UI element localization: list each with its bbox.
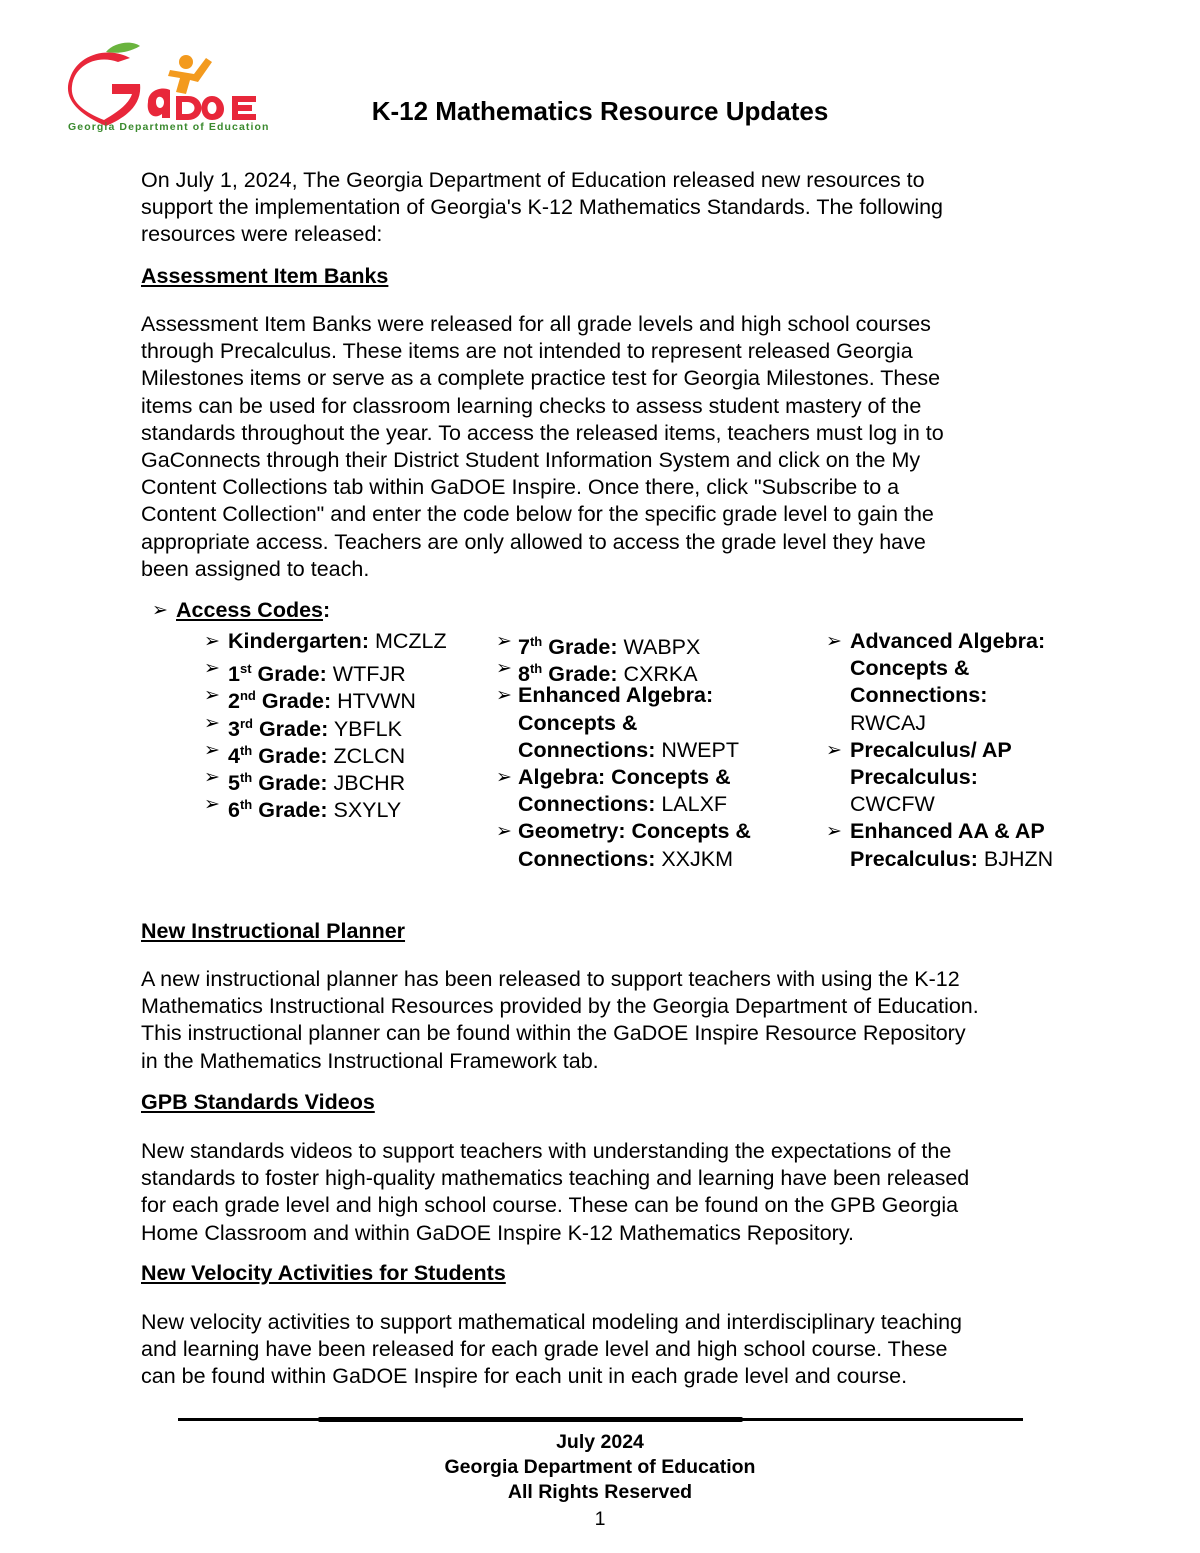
planner-line: A new instructional planner has been released to support teachers with using the K-12 bbox=[141, 967, 960, 991]
course-label: Precalculus: bbox=[850, 846, 978, 871]
assessment-paragraph bbox=[141, 311, 1061, 583]
arrow-bullet-icon: ➢ bbox=[496, 821, 512, 843]
assessment-line: items can be used for classroom learning checks to assess student mastery of the bbox=[141, 393, 922, 418]
assessment-line: Assessment Item Banks were released for all grade levels and high school courses bbox=[141, 312, 931, 336]
course-label: Concepts & bbox=[518, 710, 638, 735]
code-bullet-text bbox=[228, 628, 447, 655]
code-bullet-text bbox=[850, 737, 1012, 819]
gpb-line: Home Classroom and within GaDOE Inspire K-12 Mathematics Repository. bbox=[141, 1220, 854, 1245]
gpb-line: for each grade level and high school course. These can be found on the GPB Georgia bbox=[141, 1193, 959, 1218]
planner-heading: New Instructional Planner bbox=[141, 919, 406, 943]
assessment-line: appropriate access. Teachers are only allowed to access the grade level they have bbox=[141, 529, 926, 554]
grade-label: 8th Grade: bbox=[518, 661, 618, 687]
arrow-bullet-icon: ➢ bbox=[496, 767, 512, 788]
assessment-line: Milestones items or serve as a complete practice test for Georgia Milestones. These bbox=[141, 366, 941, 391]
course-label: Connections: bbox=[518, 737, 656, 762]
intro-line: resources were released: bbox=[141, 222, 383, 247]
assessment-line: been assigned to teach. bbox=[141, 556, 370, 581]
course-label: Enhanced AA & AP bbox=[850, 819, 1045, 844]
planner-line: in the Mathematics Instructional Framework tab. bbox=[141, 1048, 599, 1073]
code-bullet-text bbox=[228, 791, 401, 824]
access-code: CXRKA bbox=[617, 662, 698, 687]
planner-line: Mathematics Instructional Resources provided by the Georgia Department of Education. bbox=[141, 994, 979, 1019]
code-bullet-text bbox=[518, 682, 739, 764]
velocity-line: and learning have been released for each grade level and high school course. These bbox=[141, 1337, 948, 1362]
grade-suffix: nd bbox=[239, 688, 256, 704]
grade-suffix: th bbox=[239, 770, 253, 785]
course-label: Precalculus: bbox=[850, 765, 978, 789]
course-label: Concepts & bbox=[850, 656, 970, 681]
grade-suffix: rd bbox=[239, 715, 253, 731]
code-bullet-text bbox=[518, 764, 731, 818]
course-label: Connections: bbox=[850, 683, 988, 708]
assessment-line: Content Collection" and enter the code below for the specific grade level to gain the bbox=[141, 502, 934, 527]
gpb-line: standards to foster high-quality mathematics teaching and learning have been released bbox=[141, 1166, 970, 1191]
intro-line: On July 1, 2024, The Georgia Department of Education released new resources to bbox=[141, 168, 925, 192]
access-code: ZCLCN bbox=[327, 743, 406, 768]
code-bullet-text bbox=[850, 818, 1053, 872]
course-label: Connections: bbox=[518, 792, 656, 817]
course-label: Enhanced Algebra: bbox=[518, 683, 714, 708]
planner-paragraph bbox=[141, 966, 1061, 1075]
arrow-bullet-icon: ➢ bbox=[204, 712, 220, 734]
access-code: JBCHR bbox=[327, 771, 406, 795]
page-title: K-12 Mathematics Resource Updates bbox=[371, 96, 829, 126]
access-code: XXJKM bbox=[655, 846, 734, 871]
access-code: SXYLY bbox=[327, 798, 402, 823]
arrow-bullet-icon: ➢ bbox=[204, 658, 220, 680]
grade-label: 6th Grade: bbox=[228, 797, 328, 823]
access-code: HTVWN bbox=[331, 689, 416, 714]
access-code: MCZLZ bbox=[368, 629, 447, 653]
intro-line: support the implementation of Georgia's K-12 Mathematics Standards. The following bbox=[141, 195, 944, 220]
grade-label: 1st Grade: bbox=[228, 661, 327, 687]
course-label: Geometry: Concepts & bbox=[518, 819, 751, 844]
arrow-bullet-icon: ➢ bbox=[826, 739, 842, 761]
planner-line: This instructional planner can be found within the GaDOE Inspire Resource Repository bbox=[141, 1021, 966, 1046]
access-code: BJHZN bbox=[977, 846, 1054, 871]
course-label: Connections: bbox=[518, 846, 656, 871]
velocity-line: can be found within GaDOE Inspire for each unit in each grade level and course. bbox=[141, 1364, 908, 1389]
gpb-paragraph bbox=[141, 1138, 1061, 1247]
grade-label: 7th Grade: bbox=[518, 634, 618, 659]
access-code: CWCFW bbox=[850, 792, 935, 817]
logo-subtitle: Georgia Department of Education bbox=[68, 121, 270, 133]
arrow-bullet-icon: ➢ bbox=[152, 600, 168, 621]
arrow-bullet-icon: ➢ bbox=[496, 631, 512, 652]
footer-date: July 2024 bbox=[556, 1431, 644, 1453]
code-bullet-text bbox=[850, 628, 1045, 737]
grade-suffix: th bbox=[239, 797, 253, 813]
arrow-bullet-icon: ➢ bbox=[826, 821, 842, 843]
grade-label: 5th Grade: bbox=[228, 770, 328, 795]
access-codes-label: Access Codes bbox=[176, 598, 323, 622]
access-code: YBFLK bbox=[328, 716, 402, 741]
arrow-bullet-icon: ➢ bbox=[496, 685, 512, 707]
assessment-heading: Assessment Item Banks bbox=[141, 264, 389, 288]
grade-suffix: th bbox=[529, 661, 543, 677]
grade-suffix: th bbox=[529, 634, 543, 649]
course-label: Advanced Algebra: bbox=[850, 629, 1046, 653]
grade-suffix: th bbox=[239, 742, 253, 758]
grade-label: 4th Grade: bbox=[228, 742, 328, 768]
arrow-bullet-icon: ➢ bbox=[496, 658, 512, 680]
grade-label: 2nd Grade: bbox=[228, 688, 332, 714]
footer-org: Georgia Department of Education bbox=[444, 1456, 756, 1478]
page-number: 1 bbox=[594, 1508, 606, 1530]
velocity-line: New velocity activities to support mathematical modeling and interdisciplinary teaching bbox=[141, 1310, 962, 1334]
access-codes-colon: : bbox=[323, 598, 331, 622]
course-label: Precalculus/ AP bbox=[850, 737, 1012, 762]
grade-label: 3rd Grade: bbox=[228, 715, 329, 741]
access-code: RWCAJ bbox=[850, 710, 927, 735]
assessment-line: GaConnects through their District Student Information System and click on the My bbox=[141, 448, 921, 473]
access-code: WABPX bbox=[617, 635, 701, 659]
course-label: Algebra: Concepts & bbox=[518, 765, 731, 789]
arrow-bullet-icon: ➢ bbox=[204, 631, 220, 652]
access-code: NWEPT bbox=[655, 737, 739, 762]
assessment-line: standards throughout the year. To access the released items, teachers must log in to bbox=[141, 420, 944, 445]
footer-rights: All Rights Reserved bbox=[507, 1481, 693, 1503]
arrow-bullet-icon: ➢ bbox=[204, 685, 220, 707]
grade-label: Kindergarten: bbox=[228, 629, 369, 653]
arrow-bullet-icon: ➢ bbox=[204, 794, 220, 816]
assessment-line: through Precalculus. These items are not intended to represent released Georgia bbox=[141, 339, 913, 364]
grade-suffix: st bbox=[239, 661, 252, 677]
gpb-line: New standards videos to support teachers with understanding the expectations of the bbox=[141, 1139, 952, 1163]
arrow-bullet-icon: ➢ bbox=[826, 631, 842, 652]
velocity-heading: New Velocity Activities for Students bbox=[141, 1261, 506, 1285]
intro-paragraph bbox=[141, 167, 1061, 249]
velocity-paragraph bbox=[141, 1309, 1061, 1391]
arrow-bullet-icon: ➢ bbox=[204, 767, 220, 788]
footer-rule-center bbox=[318, 1417, 743, 1422]
assessment-line: Content Collections tab within GaDOE Inspire. Once there, click "Subscribe to a bbox=[141, 475, 900, 500]
access-code: WTFJR bbox=[326, 662, 406, 687]
gpb-heading: GPB Standards Videos bbox=[141, 1090, 375, 1114]
code-bullet-text bbox=[518, 818, 751, 872]
access-code: LALXF bbox=[655, 792, 728, 817]
arrow-bullet-icon: ➢ bbox=[204, 739, 220, 761]
